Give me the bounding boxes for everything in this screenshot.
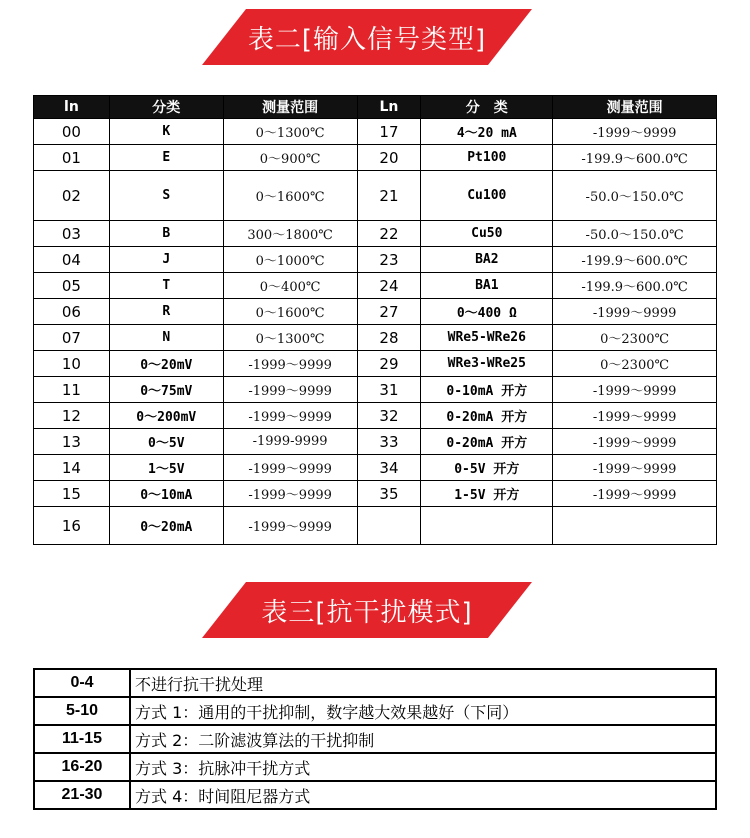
- mode-description: 方式 3：抗脉冲干扰方式: [130, 753, 716, 781]
- cell-code-2: 23: [357, 247, 421, 273]
- cell-code-2: 20: [357, 145, 421, 171]
- cell-range-2: -199.9～600.0℃: [553, 145, 717, 171]
- cell-type-2: Cu50: [421, 221, 553, 247]
- cell-range-2: -50.0～150.0℃: [553, 171, 717, 221]
- table-row: [34, 119, 717, 145]
- table-row: [34, 247, 717, 273]
- table-row: [34, 781, 716, 809]
- cell-type: T: [109, 273, 223, 299]
- cell-range-2: -199.9～600.0℃: [553, 247, 717, 273]
- cell-type-2: 4～20 mA: [421, 119, 553, 145]
- cell-type: 0～5V: [109, 429, 223, 455]
- cell-range-2: -199.9～600.0℃: [553, 273, 717, 299]
- cell-type-2: [421, 507, 553, 545]
- cell-range: -1999～9999: [223, 377, 357, 403]
- table-row: [34, 455, 717, 481]
- header-range: 测量范围: [223, 96, 357, 119]
- cell-code-2: 34: [357, 455, 421, 481]
- table-row: [34, 145, 717, 171]
- table-row: [34, 403, 717, 429]
- table-row: [34, 725, 716, 753]
- section-banner-anti-interference: [202, 582, 532, 638]
- cell-type: 0～75mV: [109, 377, 223, 403]
- cell-code: 00: [34, 119, 110, 145]
- mode-range: 21-30: [34, 781, 130, 809]
- table-row: [34, 481, 717, 507]
- cell-range: 0～900℃: [223, 145, 357, 171]
- cell-type-2: WRe3-WRe25: [421, 351, 553, 377]
- cell-code-2: 17: [357, 119, 421, 145]
- cell-range: -1999-9999: [223, 429, 357, 455]
- cell-range: 0～1300℃: [223, 325, 357, 351]
- table-row: [34, 753, 716, 781]
- anti-interference-table: [33, 668, 717, 810]
- cell-code-2: 24: [357, 273, 421, 299]
- cell-code: 06: [34, 299, 110, 325]
- cell-type: J: [109, 247, 223, 273]
- table-row: [34, 299, 717, 325]
- cell-range-2: -50.0～150.0℃: [553, 221, 717, 247]
- cell-range: -1999～9999: [223, 351, 357, 377]
- cell-range: 0～1600℃: [223, 299, 357, 325]
- cell-type-2: 0-20mA 开方: [421, 403, 553, 429]
- cell-type: N: [109, 325, 223, 351]
- cell-range: -1999～9999: [223, 481, 357, 507]
- cell-code: 10: [34, 351, 110, 377]
- mode-description: 方式 4：时间阻尼器方式: [130, 781, 716, 809]
- cell-type-2: Pt100: [421, 145, 553, 171]
- cell-type-2: 0-20mA 开方: [421, 429, 553, 455]
- cell-range-2: 0～2300℃: [553, 325, 717, 351]
- mode-range: 0-4: [34, 669, 130, 697]
- cell-code: 14: [34, 455, 110, 481]
- cell-range: 0～1600℃: [223, 171, 357, 221]
- cell-code-2: 29: [357, 351, 421, 377]
- cell-range: -1999～9999: [223, 507, 357, 545]
- banner-title: 表三[抗干扰模式]: [261, 597, 473, 628]
- cell-type: S: [109, 171, 223, 221]
- cell-type-2: 0～400 Ω: [421, 299, 553, 325]
- mode-range: 16-20: [34, 753, 130, 781]
- cell-range: 0～1000℃: [223, 247, 357, 273]
- cell-code-2: 22: [357, 221, 421, 247]
- cell-code-2: 28: [357, 325, 421, 351]
- cell-range-2: -1999～9999: [553, 455, 717, 481]
- mode-range: 11-15: [34, 725, 130, 753]
- cell-type: 0～20mA: [109, 507, 223, 545]
- cell-type: B: [109, 221, 223, 247]
- cell-type: K: [109, 119, 223, 145]
- table-row: [34, 697, 716, 725]
- cell-code-2: 33: [357, 429, 421, 455]
- cell-range-2: -1999～9999: [553, 429, 717, 455]
- header-code-2: Ln: [357, 96, 421, 119]
- cell-code: 15: [34, 481, 110, 507]
- cell-type: 0～20mV: [109, 351, 223, 377]
- table-row: [34, 171, 717, 221]
- mode-description: 方式 2：二阶滤波算法的干扰抑制: [130, 725, 716, 753]
- cell-type: 1～5V: [109, 455, 223, 481]
- cell-code: 02: [34, 171, 110, 221]
- cell-type: 0～10mA: [109, 481, 223, 507]
- mode-description: 方式 1：通用的干扰抑制，数字越大效果越好（下同）: [130, 697, 716, 725]
- cell-range-2: -1999～9999: [553, 403, 717, 429]
- table-row: [34, 221, 717, 247]
- cell-code: 11: [34, 377, 110, 403]
- cell-code: 12: [34, 403, 110, 429]
- table-row: [34, 325, 717, 351]
- cell-range-2: 0～2300℃: [553, 351, 717, 377]
- cell-code: 05: [34, 273, 110, 299]
- cell-code-2: [357, 507, 421, 545]
- table-row: [34, 351, 717, 377]
- cell-code: 13: [34, 429, 110, 455]
- cell-code: 04: [34, 247, 110, 273]
- banner-title: 表二[输入信号类型]: [247, 24, 487, 55]
- cell-type-2: Cu100: [421, 171, 553, 221]
- table-row: [34, 507, 717, 545]
- table-row: [34, 377, 717, 403]
- cell-type-2: 0-5V 开方: [421, 455, 553, 481]
- cell-code-2: 35: [357, 481, 421, 507]
- mode-description: 不进行抗干扰处理: [130, 669, 716, 697]
- cell-code-2: 27: [357, 299, 421, 325]
- mode-range: 5-10: [34, 697, 130, 725]
- header-range-2: 测量范围: [553, 96, 717, 119]
- cell-range: -1999～9999: [223, 403, 357, 429]
- cell-code: 07: [34, 325, 110, 351]
- cell-type-2: BA1: [421, 273, 553, 299]
- cell-type: 0～200mV: [109, 403, 223, 429]
- cell-range: -1999～9999: [223, 455, 357, 481]
- cell-type-2: WRe5-WRe26: [421, 325, 553, 351]
- cell-code: 16: [34, 507, 110, 545]
- cell-range: 0～400℃: [223, 273, 357, 299]
- table-row: [34, 429, 717, 455]
- header-type: 分类: [109, 96, 223, 119]
- cell-range-2: -1999～9999: [553, 299, 717, 325]
- cell-range-2: -1999～9999: [553, 377, 717, 403]
- input-signal-table: [33, 95, 717, 545]
- cell-type: R: [109, 299, 223, 325]
- cell-range: 0～1300℃: [223, 119, 357, 145]
- cell-type-2: 1-5V 开方: [421, 481, 553, 507]
- cell-code-2: 31: [357, 377, 421, 403]
- cell-type: E: [109, 145, 223, 171]
- header-type-2: 分 类: [421, 96, 553, 119]
- cell-code: 03: [34, 221, 110, 247]
- table-row: [34, 669, 716, 697]
- table-header-row: [34, 96, 717, 119]
- header-code: ln: [34, 96, 110, 119]
- cell-type-2: 0-10mA 开方: [421, 377, 553, 403]
- cell-code-2: 32: [357, 403, 421, 429]
- cell-range-2: [553, 507, 717, 545]
- cell-code-2: 21: [357, 171, 421, 221]
- cell-type-2: BA2: [421, 247, 553, 273]
- table-row: [34, 273, 717, 299]
- section-banner-input-signal: [202, 9, 532, 65]
- cell-range-2: -1999～9999: [553, 119, 717, 145]
- cell-range-2: -1999～9999: [553, 481, 717, 507]
- cell-range: 300～1800℃: [223, 221, 357, 247]
- cell-code: 01: [34, 145, 110, 171]
